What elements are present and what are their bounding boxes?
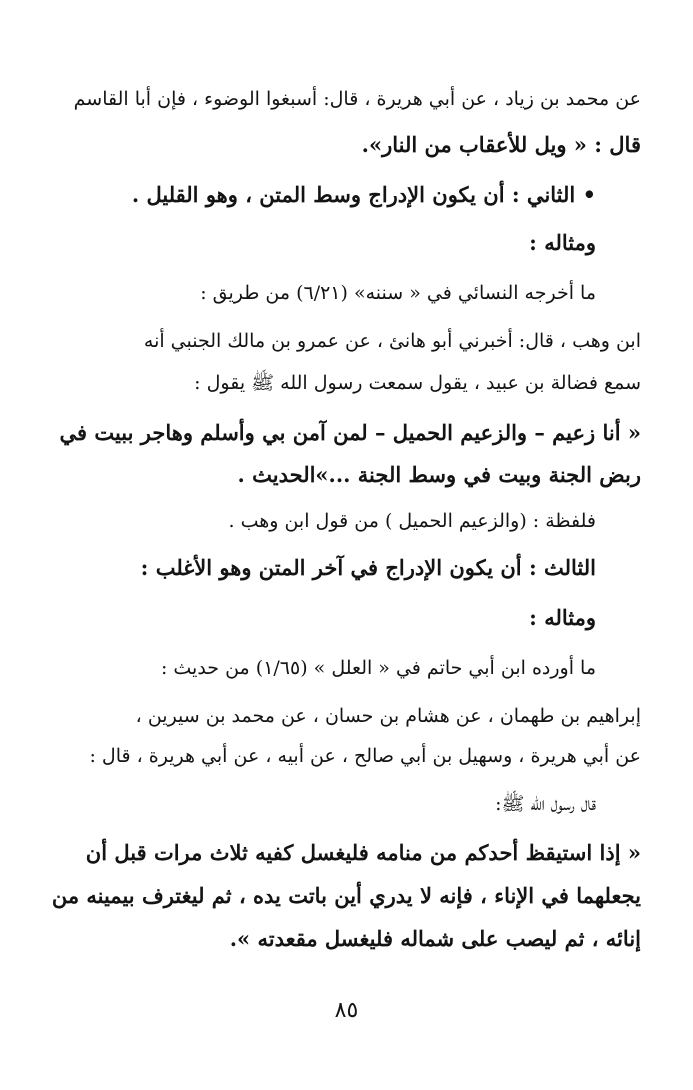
example-label-2: ومثاله :	[529, 605, 596, 630]
text-line-16: قال رسول الله ﷺ:	[495, 793, 596, 815]
text-line-10: فلفظة : (والزعيم الحميل ) من قول ابن وهب .	[228, 510, 596, 532]
hadith-line-5: إنائه ، ثم ليصب على شماله فليغسل مقعدته ».	[229, 926, 641, 951]
text-line-15: عن أبي هريرة ، وسهيل بن أبي صالح ، عن أبيه ، عن أبي هريرة ، قال :	[89, 745, 641, 767]
hadith-line-2: ربض الجنة وبيت في وسط الجنة ...»الحديث .	[237, 462, 641, 487]
section-heading-second: • الثاني : أن يكون الإدراج وسط المتن ، وهو القليل .	[131, 182, 596, 207]
text-line-2: قال : « ويل للأعقاب من النار».	[361, 132, 641, 157]
text-line-14: إبراهيم بن طهمان ، عن هشام بن حسان ، عن محمد بن سيرين ،	[135, 705, 641, 727]
text-line-1: عن محمد بن زياد ، عن أبي هريرة ، قال: أسبغوا الوضوء ، فإن أبا القاسم	[73, 88, 641, 110]
text-line-7: سمع فضالة بن عبيد ، يقول سمعت رسول الله ﷺ يقول :	[194, 372, 641, 394]
hadith-line-1: « أنا زعيم – والزعيم الحميل – لمن آمن بي وأسلم وهاجر ببيت في	[59, 420, 641, 445]
page-number: ٨٥	[334, 998, 359, 1023]
section-heading-third: الثالث : أن يكون الإدراج في آخر المتن وهو الأغلب :	[140, 555, 596, 580]
text-line-5: ما أخرجه النسائي في « سننه» (٦/٢١) من طريق :	[200, 282, 596, 304]
text-line-6: ابن وهب ، قال: أخبرني أبو هانئ ، عن عمرو بن مالك الجنبي أنه	[143, 330, 641, 352]
hadith-line-4: يجعلهما في الإناء ، فإنه لا يدري أين باتت يده ، ثم ليغترف بيمينه من	[51, 883, 641, 908]
example-label-1: ومثاله :	[529, 230, 596, 255]
text-line-13: ما أورده ابن أبي حاتم في « العلل » (١/٦٥) من حديث :	[160, 657, 596, 679]
hadith-line-3: « إذا استيقظ أحدكم من منامه فليغسل كفيه ثلاث مرات قبل أن	[85, 840, 641, 865]
